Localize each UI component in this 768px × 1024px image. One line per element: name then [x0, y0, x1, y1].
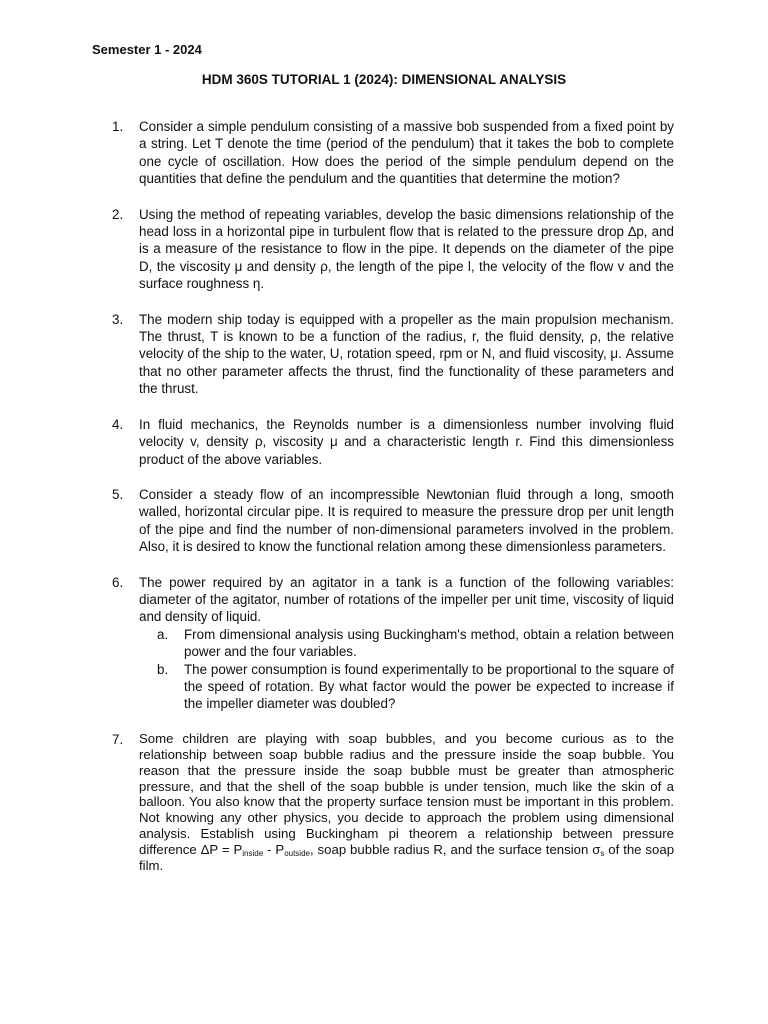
subquestion-a — [157, 626, 674, 661]
question-text-part: - P — [263, 842, 285, 858]
question-number: 3. — [112, 311, 124, 327]
subquestion-text: The power consumption is found experimentally to be proportional to the square of the speed of rotation. By what factor would the power be expected to increase if the impeller diameter was doubled? — [184, 661, 674, 712]
question-text: In fluid mechanics, the Reynolds number is a dimensionless number involving fluid velocity v, density ρ, viscosity μ and a characteristic length r. Find this dimensionless product of the above variables. — [139, 416, 674, 467]
subquestion-list — [157, 626, 674, 713]
document-title: HDM 360S TUTORIAL 1 (2024): DIMENSIONAL ANALYSIS — [201, 72, 567, 87]
question-text: Consider a steady flow of an incompressible Newtonian fluid through a long, smooth walled, horizontal circular pipe. It is required to measure the pressure drop per unit length of the pipe and find the number of non-dimensional parameters involved in the problem. Also, it is desired to know the functional relation among these dimensionless parameters. — [139, 486, 674, 555]
question-number: 7. — [112, 731, 124, 747]
question-number: 2. — [112, 206, 124, 222]
question-text-part: of the soap film. — [139, 842, 675, 874]
question-number: 5. — [112, 486, 124, 502]
question-content — [139, 574, 674, 713]
subquestion-label: a. — [157, 626, 169, 642]
question-5 — [112, 486, 674, 556]
question-number: 1. — [112, 119, 124, 134]
subquestion-label: b. — [157, 661, 169, 677]
subquestion-text: From dimensional analysis using Buckingham's method, obtain a relation between power and the four variables. — [184, 626, 674, 660]
subscript-outside: outside — [284, 849, 310, 859]
question-6 — [112, 574, 674, 713]
question-text-part: Some children are playing with soap bubbles, and you become curious as to the relationship between soap bubble radius and the pressure inside the soap bubble. You reason that the pressure inside the soap bubble must be greater than atmospheric pressure, and that the shell of the soap bubble is under tension, much like the skin of a balloon. You also know that the property surface tension must be important in this problem. Not knowing any other physics, you decide to approach the problem using dimensional analysis. Establish using Buckingham pi theorem a relationship between pressure difference ΔP = P — [139, 730, 674, 858]
question-3 — [112, 311, 674, 398]
question-text: Consider a simple pendulum consisting of a massive bob suspended from a fixed point by a string. Let T denote the time (period of the pendulum) that it takes the bob to complete one cycle of oscillation. How does the period of the simple pendulum depend on the quantities that define the pendulum and the quantities that determine the motion? — [139, 119, 674, 187]
question-number: 4. — [112, 416, 124, 432]
question-text: The modern ship today is equipped with a propeller as the main propulsion mechanism. The thrust, T is known to be a function of the radius, r, the fluid density, ρ, the relative velocity of the ship to the water, U, rotation speed, rpm or N, and fluid viscosity, μ. Assume that no other parameter affects the thrust, find the functionality of these parameters and the thrust. — [139, 311, 674, 397]
question-number: 6. — [112, 574, 124, 590]
question-1 — [112, 118, 674, 188]
question-2 — [112, 206, 674, 293]
subscript-inside: inside — [242, 849, 264, 859]
question-text-part: , soap bubble radius R, and the surface tension σ — [309, 842, 601, 858]
question-list — [112, 118, 674, 874]
semester-label: Semester 1 - 2024 — [92, 42, 202, 57]
question-7 — [112, 731, 674, 874]
question-text: Using the method of repeating variables, develop the basic dimensions relationship of the head loss in a horizontal pipe in turbulent flow that is related to the pressure drop ∆p, and is a measure of the resistance to flow in the pipe. It depends on the diameter of the pipe D, the viscosity μ and density ρ, the length of the pipe l, the velocity of the flow v and the surface roughness η. — [139, 206, 674, 292]
question-4 — [112, 416, 674, 468]
subquestion-b — [157, 661, 674, 713]
question-text: The power required by an agitator in a tank is a function of the following variables: diameter of the agitator, number of rotations of the impeller per unit time, viscosity of liquid and density of liquid. — [139, 574, 674, 625]
subscript-s: s — [600, 849, 605, 859]
question-text — [139, 731, 674, 874]
